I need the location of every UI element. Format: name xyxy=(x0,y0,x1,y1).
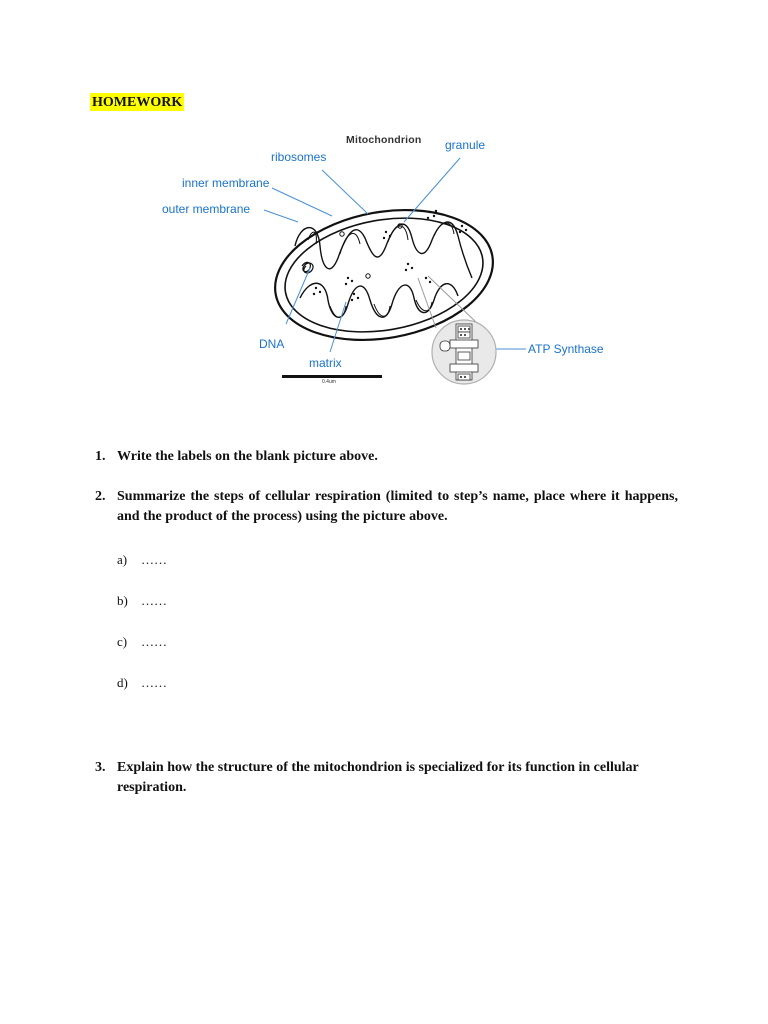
question-number: 2. xyxy=(95,489,106,504)
label-outer-membrane: outer membrane xyxy=(162,202,251,216)
homework-heading: HOMEWORK xyxy=(92,95,183,110)
question-1 xyxy=(95,447,678,467)
question-text: Summarize the steps of cellular respiration (limited to step’s name, place where it happens, and the product of the process) using the picture above. xyxy=(117,489,678,524)
question-text: Write the labels on the blank picture above. xyxy=(117,449,378,464)
label-atp-synthase: ATP Synthase xyxy=(528,342,604,356)
answer-letter: b) xyxy=(117,593,128,608)
label-inner-membrane: inner membrane xyxy=(182,176,270,190)
mitochondrion-figure xyxy=(150,128,630,400)
answer-blank[interactable]: …… xyxy=(141,634,167,649)
question-2 xyxy=(95,487,678,527)
label-granule: granule xyxy=(445,138,486,152)
answer-letter: c) xyxy=(117,634,128,649)
scale-bar-label: 0.4um xyxy=(322,379,336,385)
figure-title: Mitochondrion xyxy=(346,134,422,146)
label-ribosomes: ribosomes xyxy=(271,150,327,164)
answer-line-c xyxy=(117,634,167,650)
mitochondrion-drawing xyxy=(150,128,630,400)
question-number: 3. xyxy=(95,760,106,775)
answer-line-d xyxy=(117,675,167,691)
answer-line-b xyxy=(117,593,167,609)
answer-letter: d) xyxy=(117,675,128,690)
answer-letter: a) xyxy=(117,552,128,567)
answer-line-a xyxy=(117,552,167,568)
question-number: 1. xyxy=(95,449,106,464)
answer-blank[interactable]: …… xyxy=(141,552,167,567)
question-text: Explain how the structure of the mitochondrion is specialized for its function in cellular respiration. xyxy=(117,760,639,795)
answer-blank[interactable]: …… xyxy=(141,593,167,608)
question-3 xyxy=(95,758,678,798)
answer-blank[interactable]: …… xyxy=(141,675,167,690)
label-dna: DNA xyxy=(259,337,285,351)
label-matrix: matrix xyxy=(309,356,342,370)
